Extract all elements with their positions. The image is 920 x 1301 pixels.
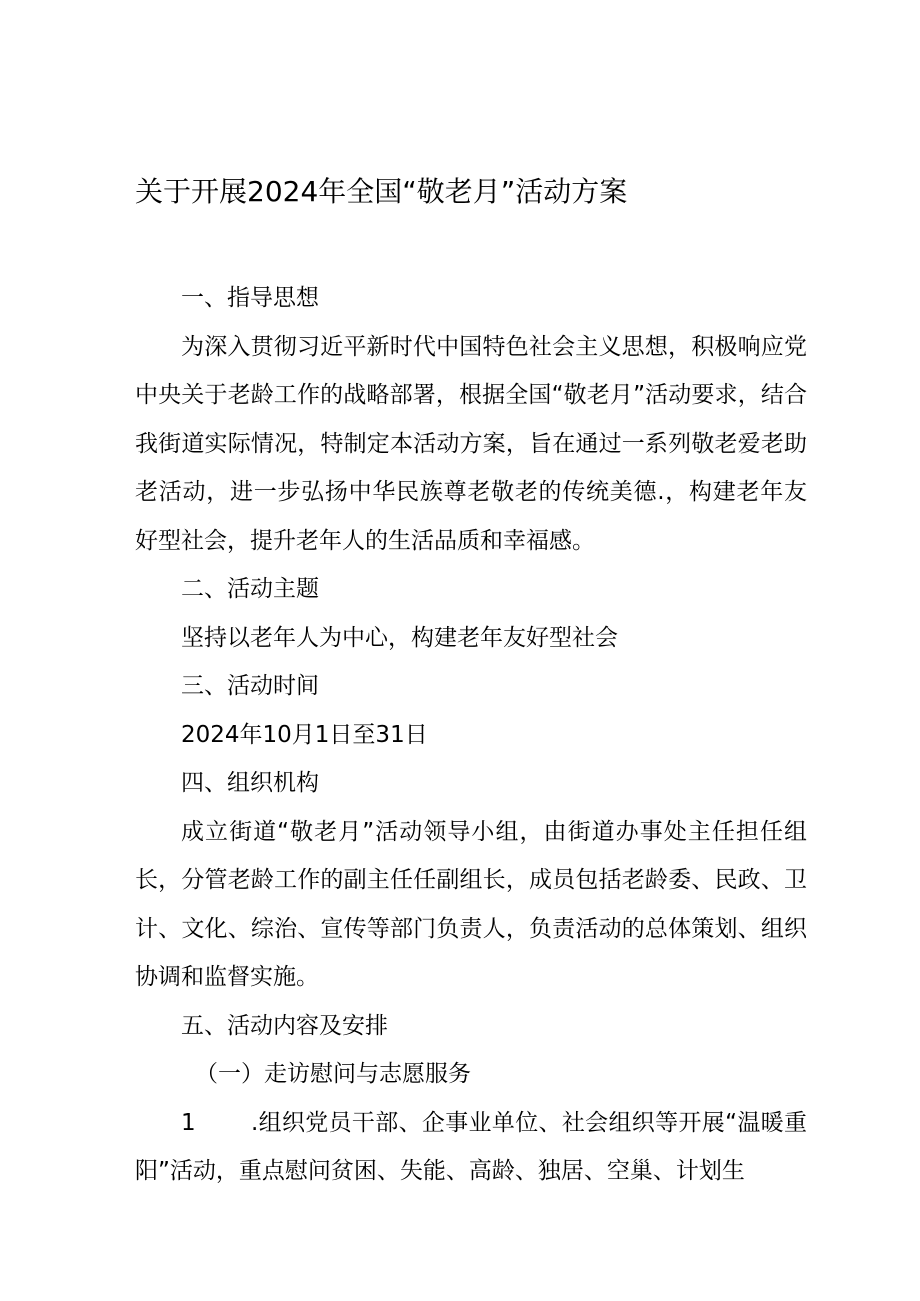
section-heading-activity-theme: 二、活动主题 <box>181 576 319 602</box>
paragraph-activity-time: 2024年10月1日至31日 <box>181 721 428 748</box>
document-title: 关于开展2024年全国“敬老月”活动方案 <box>135 175 628 208</box>
list-item-1 <box>135 1099 807 1196</box>
list-item-text: .组织党员干部、企事业单位、社会组织等开展“温暖重阳”活动，重点慰问贫困、失能、高龄、独居、空巢、计划生 <box>135 1109 807 1184</box>
paragraph-activity-theme: 坚持以老年人为中心，构建老年友好型社会 <box>181 624 618 651</box>
section-heading-organization: 四、组织机构 <box>181 770 319 796</box>
document-body <box>135 274 807 1196</box>
section-heading-guiding-ideology: 一、指导思想 <box>181 285 319 311</box>
subsection-heading-visits-volunteering: （一）走访慰问与志愿服务 <box>195 1061 471 1087</box>
paragraph-organization: 成立街道“敬老月”活动领导小组，由街道办事处主任担任组长，分管老龄工作的副主任任副组长，成员包括老龄委、民政、卫计、文化、综治、宣传等部门负责人，负责活动的总体策划、组织协调和监督实施。 <box>135 818 807 990</box>
section-heading-activity-time: 三、活动时间 <box>181 673 319 699</box>
list-item-number: 1 <box>181 1109 196 1136</box>
section-heading-content-arrangement: 五、活动内容及安排 <box>181 1012 388 1039</box>
paragraph-guiding-ideology: 为深入贯彻习近平新时代中国特色社会主义思想，积极响应党中央关于老龄工作的战略部署，根据全国“敬老月”活动要求，结合我街道实际情况，特制定本活动方案，旨在通过一系列敬老爱老助老活动，进一步弘扬中华民族尊老敬老的传统美德.，构建老年友好型社会，提升老年人的生活品质和幸福感。 <box>135 333 807 554</box>
